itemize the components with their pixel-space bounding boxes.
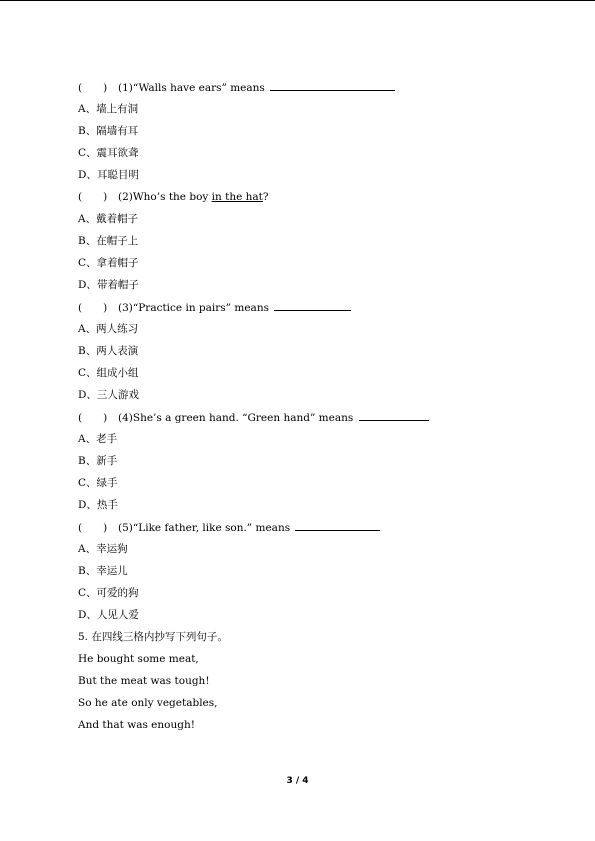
question-2 — [78, 189, 558, 211]
top-border-line — [0, 0, 595, 1]
page-number: 3 / 4 — [286, 776, 309, 786]
worksheet-content — [78, 79, 558, 739]
option-c: C、组成小组 — [78, 367, 139, 379]
option-b: B、新手 — [78, 455, 118, 467]
answer-parentheses[interactable]: ( ) — [78, 82, 108, 94]
answer-blank[interactable] — [359, 409, 429, 421]
option-c: C、拿着帽子 — [78, 257, 139, 269]
answer-blank[interactable] — [274, 299, 351, 311]
answer-parentheses[interactable]: ( ) — [78, 522, 108, 534]
answer-parentheses[interactable]: ( ) — [78, 191, 108, 203]
question-stem: (3)“Practice in pairs” means — [118, 302, 269, 314]
option-c: C、绿手 — [78, 477, 118, 489]
option-b: B、幸运儿 — [78, 565, 128, 577]
question-stem: (2)Who’s the boy — [118, 191, 212, 203]
option-d: D、人见人爱 — [78, 609, 139, 621]
answer-parentheses[interactable]: ( ) — [78, 412, 108, 424]
option-c: C、震耳欲聋 — [78, 147, 139, 159]
question-4 — [78, 409, 558, 431]
underlined-phrase: in the hat — [211, 191, 263, 203]
question-5 — [78, 519, 558, 541]
option-a: A、老手 — [78, 433, 118, 445]
question-3 — [78, 299, 558, 321]
question-stem: (4)She’s a green hand. “Green hand” means — [118, 412, 354, 424]
option-b: B、隔墙有耳 — [78, 125, 139, 137]
option-c: C、可爱的狗 — [78, 587, 139, 599]
question-stem: (5)“Like father, like son.” means — [118, 522, 291, 534]
answer-blank[interactable] — [295, 519, 380, 531]
option-d: D、带着帽子 — [78, 279, 139, 291]
question-1 — [78, 79, 558, 101]
answer-blank[interactable] — [270, 79, 395, 91]
question-stem: (1)“Walls have ears” means — [118, 82, 265, 94]
copy-sentence-4: And that was enough! — [78, 719, 195, 731]
copy-sentence-3: So he ate only vegetables, — [78, 697, 218, 709]
option-a: A、戴着帽子 — [78, 213, 139, 225]
answer-parentheses[interactable]: ( ) — [78, 302, 108, 314]
question-stem-end: ? — [262, 191, 269, 203]
option-a: A、幸运狗 — [78, 543, 128, 555]
option-a: A、墙上有洞 — [78, 103, 139, 115]
option-d: D、热手 — [78, 499, 118, 511]
copy-sentence-2: But the meat was tough! — [78, 675, 210, 687]
option-d: D、三人游戏 — [78, 389, 139, 401]
option-a: A、两人练习 — [78, 323, 139, 335]
option-b: B、两人表演 — [78, 345, 139, 357]
copy-sentence-1: He bought some meat, — [78, 653, 199, 665]
section-5-heading: 5. 在四线三格内抄写下列句子。 — [78, 631, 228, 643]
option-d: D、耳聪目明 — [78, 169, 139, 181]
option-b: B、在帽子上 — [78, 235, 139, 247]
